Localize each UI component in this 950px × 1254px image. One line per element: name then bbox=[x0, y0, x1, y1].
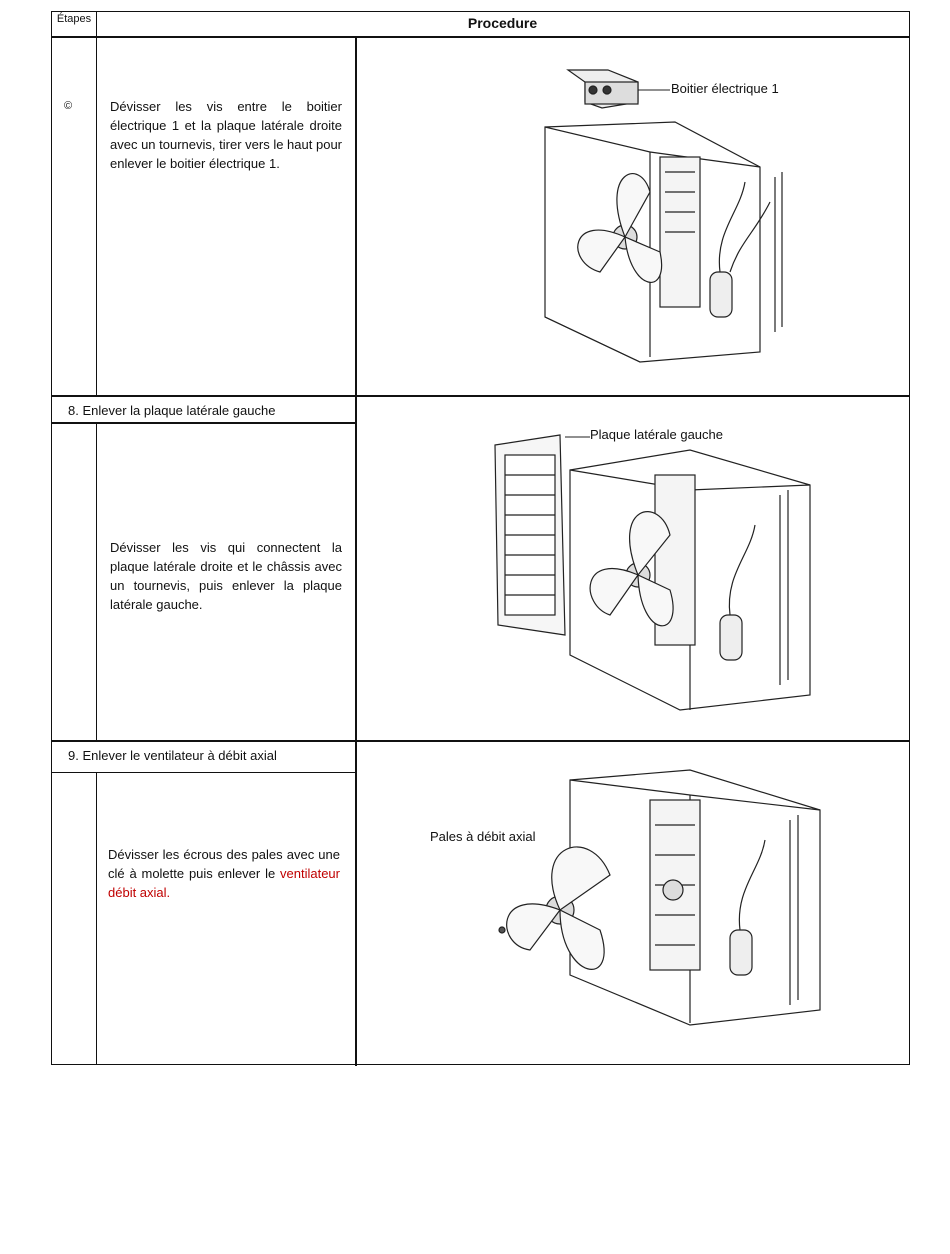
step9-description bbox=[108, 845, 340, 902]
table-border-left bbox=[51, 11, 52, 1065]
table-border-top bbox=[51, 11, 910, 12]
col-divider-etapes bbox=[96, 11, 97, 396]
outdoor-unit-axial-fan-illustration bbox=[490, 765, 830, 1030]
row-divider-1 bbox=[51, 395, 910, 397]
step-number-marker: © bbox=[64, 100, 73, 112]
callout-plaque-laterale-gauche: Plaque latérale gauche bbox=[590, 427, 723, 442]
col-divider-etapes-2 bbox=[96, 423, 97, 741]
table-border-bottom bbox=[51, 1064, 910, 1065]
step7-description: Dévisser les vis entre le boitier électrique 1 et la plaque latérale droite avec un tournevis, tirer vers le haut pour enlever le boitier électrique 1. bbox=[110, 99, 342, 171]
callout-boitier-electrique: Boitier électrique 1 bbox=[671, 81, 779, 96]
step9-description-main: Dévisser les écrous des pales avec une clé à molette puis enlever le bbox=[108, 847, 340, 881]
callout-pales-debit-axial: Pales à débit axial bbox=[430, 829, 536, 844]
col-divider-image bbox=[355, 37, 357, 1066]
row-divider-1b bbox=[51, 422, 356, 424]
step9-description-highlight: ventilateur débit axial. bbox=[108, 866, 340, 900]
table-header-bottom bbox=[51, 36, 910, 38]
header-etapes: Étapes bbox=[56, 13, 92, 25]
outdoor-unit-electrical-box-illustration bbox=[530, 62, 810, 372]
table-border-right bbox=[909, 11, 910, 1065]
step8-description: Dévisser les vis qui connectent la plaque latérale droite et le châssis avec un tournevis, puis enlever la plaque latérale gauche. bbox=[110, 540, 342, 612]
col-divider-etapes-3 bbox=[96, 773, 97, 1065]
row-divider-2b bbox=[51, 772, 356, 773]
step8-title: 8. Enlever la plaque latérale gauche bbox=[68, 403, 276, 418]
outdoor-unit-left-panel-illustration bbox=[490, 425, 820, 725]
row-divider-2 bbox=[51, 740, 910, 742]
header-procedure: Procedure bbox=[467, 15, 538, 31]
step9-title: 9. Enlever le ventilateur à débit axial bbox=[68, 748, 277, 763]
